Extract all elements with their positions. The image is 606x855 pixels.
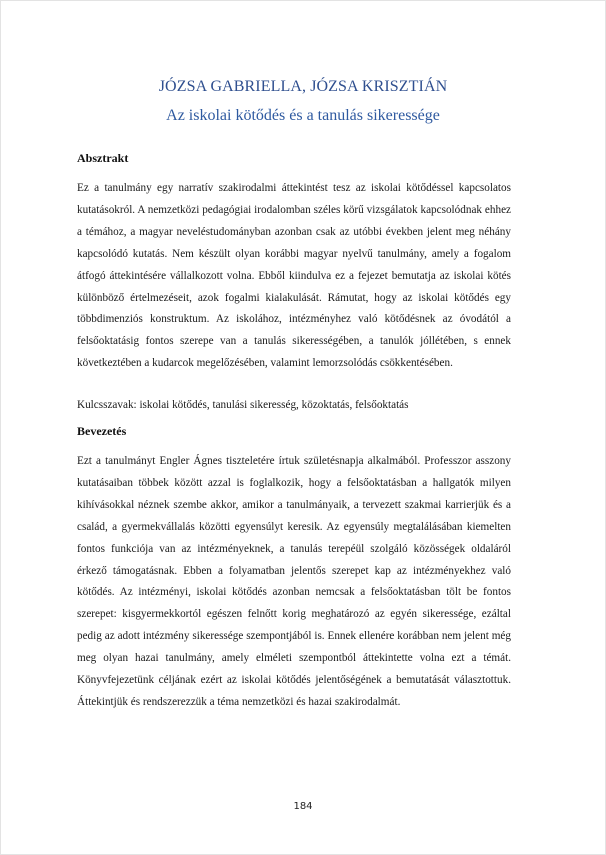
abstract-heading: Absztrakt	[77, 151, 129, 165]
abstract-paragraph: Ez a tanulmány egy narratív szakirodalmi áttekintést tesz az iskolai kötődéssel kapcsolatos kutatásokról. A nemzetközi pedagógiai irodalomban széles körű vizsgálatok kapcsolódnak ehhez a témához, a magyar neveléstudományban azonban csak az utóbbi években jelent meg néhány kapcsolódó kutatás. Nem készült olyan korábbi magyar nyelvű tanulmány, amely a fogalom átfogó áttekintésére vállalkozott volna. Ebből kiindulva ez a fejezet bemutatja az iskolai kötés különböző értelmezéseit, azok fogalmi kialakulását. Rámutat, hogy az iskolai kötődés egy többdimenziós konstruktum. Az iskolához, intézményhez való kötődésnek az óvodától a felsőoktatásig fontos szerepe van a tanulás sikerességében, a tanulók jóllétében, s ennek következtében a kudarcok megelőzésében, valamint lemorzsolódás csökkentésében.	[77, 182, 511, 370]
chapter-title: Az iskolai kötődés és a tanulás sikeressége	[166, 107, 440, 124]
introduction-paragraph: Ezt a tanulmányt Engler Ágnes tiszteletére írtuk születésnapja alkalmából. Professzor asszony kutatásaiban többek között azzal is foglalkozik, hogy a felsőoktatásban a hallgatók milyen kihívásokkal néznek szembe akkor, amikor a tanulmányaik, a tervezett szakmai karrierjük és a család, a gyermekvállalás közötti egyensúlyt keresik. Az egyensúly megtalálásában kiemelten fontos funkciója van az intézményeknek, a tanulás terepéül szolgáló közösségek oldaláról érkező támogatásnak. Ebben a folyamatban jelentős szerepet kap az intézményekhez való kötődés. Az intézményi, iskolai kötődés azonban nemcsak a felsőoktatásban tölt be fontos szerepet: kisgyermekkortól egészen felnőtt korig meghatározó az egyén sikeressége, ezáltal pedig az adott intézmény sikeressége szempontjából is. Ennek ellenére korábban nem jelent még meg olyan hazai tanulmány, amely elméleti szempontból áttekintette volna ezt a témát. Könyvfejezetünk céljának ezért az iskolai kötődés jelentőségének a bemutatását választottuk. Áttekintjük és rendszerezzük a téma nemzetközi és hazai szakirodalmát.	[77, 455, 511, 708]
introduction-heading: Bevezetés	[77, 424, 127, 438]
keywords-line: Kulcsszavak: iskolai kötődés, tanulási sikeresség, közoktatás, felsőoktatás	[77, 399, 409, 411]
page-number: 184	[293, 801, 313, 812]
author-names: JÓZSA GABRIELLA, JÓZSA KRISZTIÁN	[158, 78, 448, 95]
